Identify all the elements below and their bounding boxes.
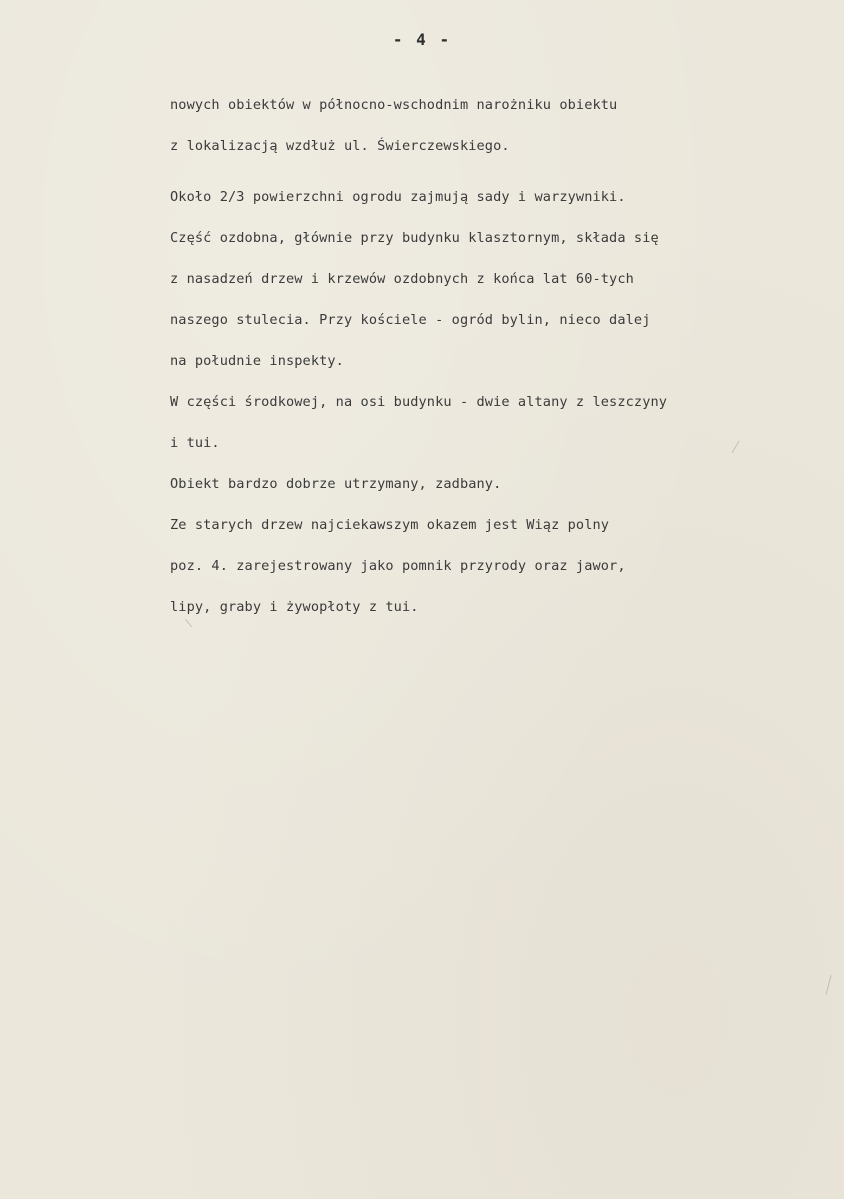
text-line: na południe inspekty. <box>170 353 344 369</box>
typed-text-body <box>170 90 810 633</box>
text-line: i tui. <box>170 435 220 451</box>
text-line: Część ozdobna, głównie przy budynku klasztornym, składa się <box>170 230 659 246</box>
text-line: naszego stulecia. Przy kościele - ogród bylin, nieco dalej <box>170 312 651 328</box>
text-line: W części środkowej, na osi budynku - dwie altany z leszczyny <box>170 394 668 410</box>
text-line: z nasadzeń drzew i krzewów ozdobnych z końca lat 60-tych <box>170 271 634 287</box>
text-line: Obiekt bardzo dobrze utrzymany, zadbany. <box>170 476 502 492</box>
page-number: - 4 - <box>392 30 452 49</box>
text-line: z lokalizacją wzdłuż ul. Świerczewskiego. <box>170 138 510 154</box>
text-line: poz. 4. zarejestrowany jako pomnik przyrody oraz jawor, <box>170 558 626 574</box>
paper-speck <box>825 975 831 995</box>
paragraph-gap <box>170 172 810 182</box>
text-line: lipy, graby i żywopłoty z tui. <box>170 599 419 615</box>
text-line: Ze starych drzew najciekawszym okazem jest Wiąz polny <box>170 517 610 533</box>
text-line: nowych obiektów w północno-wschodnim narożniku obiektu <box>170 97 618 113</box>
text-line: Około 2/3 powierzchni ogrodu zajmują sady i warzywniki. <box>170 189 626 205</box>
